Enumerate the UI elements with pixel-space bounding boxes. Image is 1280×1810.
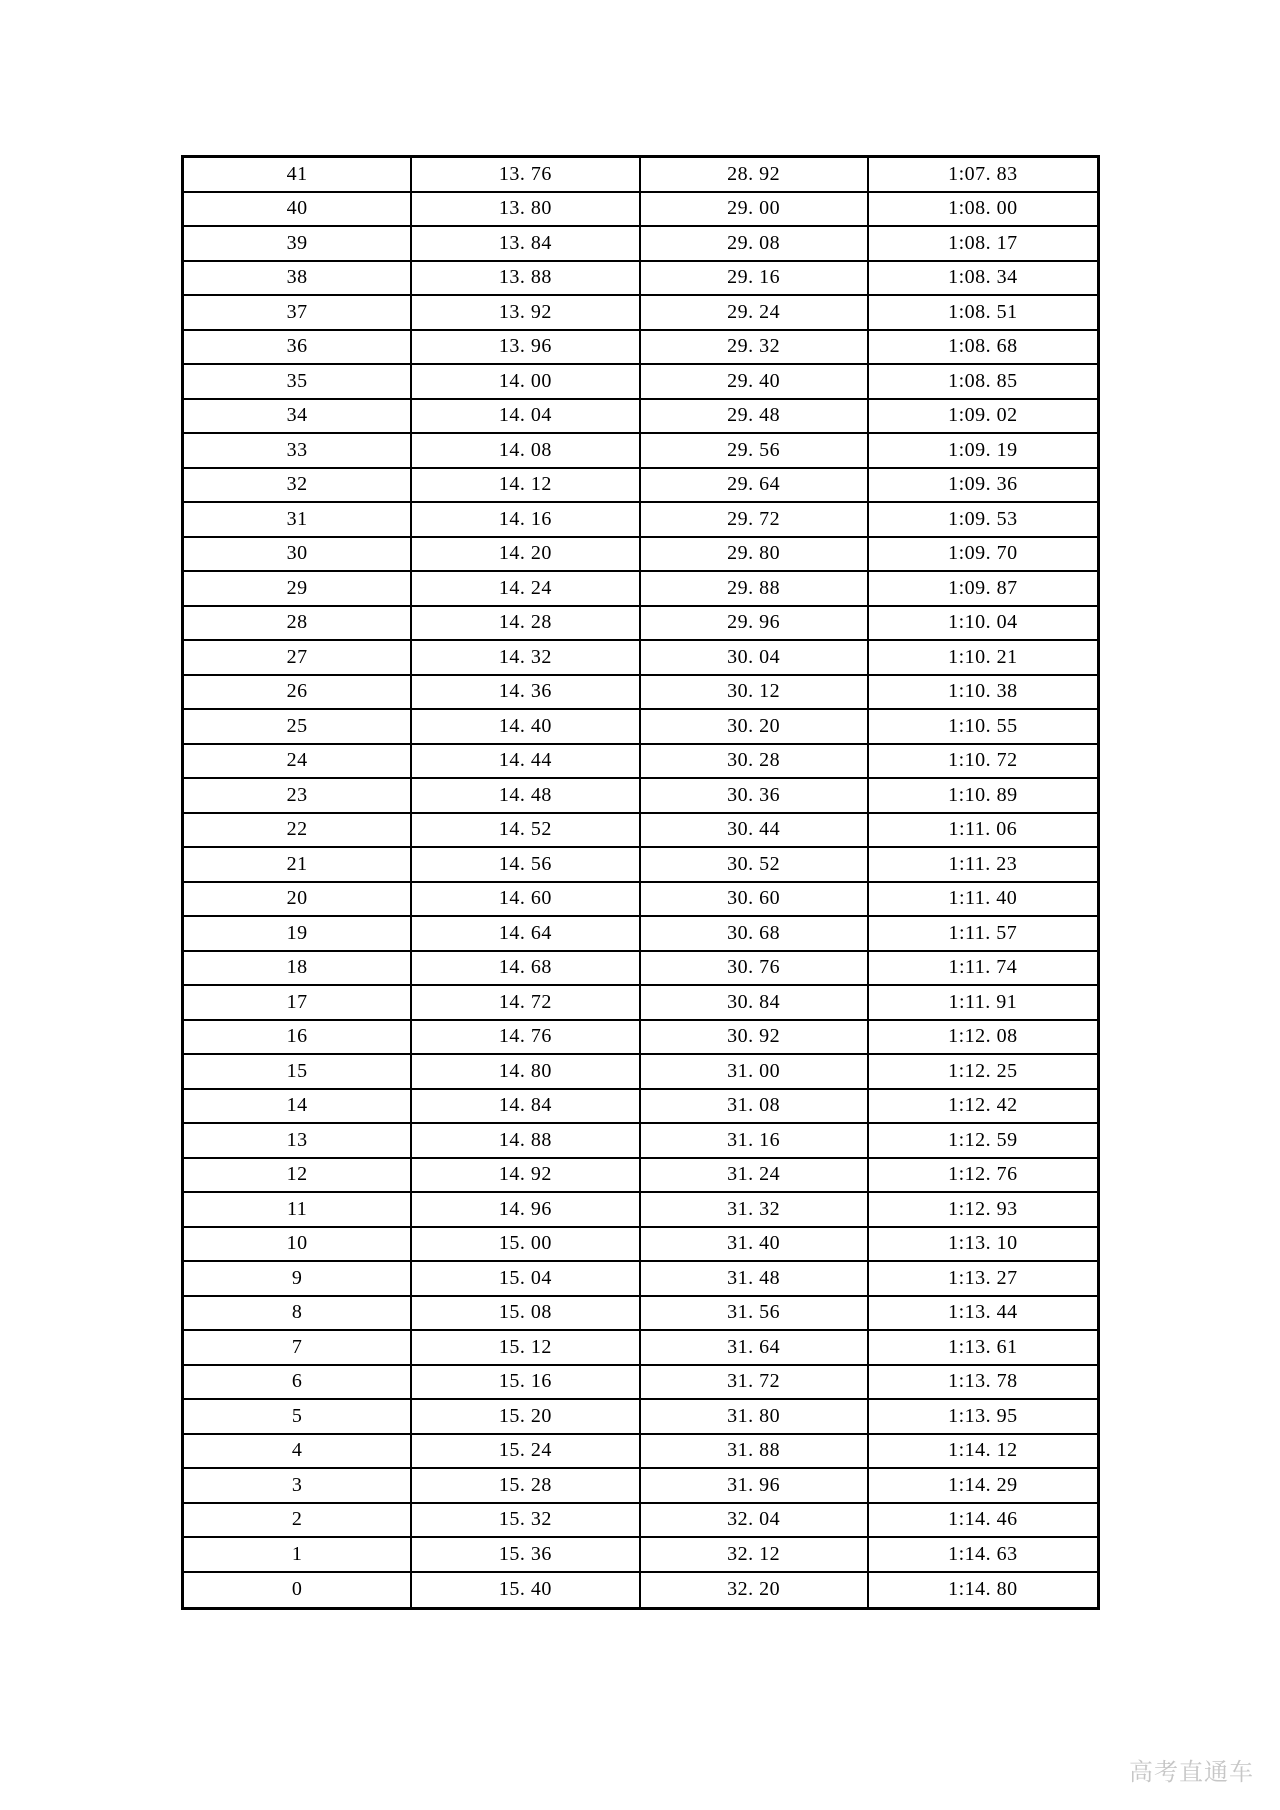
table-cell-col2: 14. 32 [412,641,640,674]
table-row [184,641,1097,676]
table-cell-col3: 31. 80 [641,1400,869,1433]
table-cell-score: 29 [184,572,412,605]
table-cell-col2: 13. 84 [412,227,640,260]
table-cell-score: 27 [184,641,412,674]
table-cell-score: 19 [184,917,412,950]
table-cell-col3: 32. 12 [641,1538,869,1571]
table-cell-score: 0 [184,1573,412,1608]
table-cell-col3: 30. 44 [641,814,869,847]
table-cell-time: 1:12. 42 [948,1094,1018,1117]
table-row [184,1400,1097,1435]
table-row [184,193,1097,228]
table-cell-col2: 14. 96 [412,1193,640,1226]
table-cell-col2: 14. 64 [412,917,640,950]
table-cell-time: 1:10. 21 [948,645,1018,668]
table-cell-time: 1:13. 61 [948,1335,1018,1358]
table-cell-time: 1:11. 06 [948,818,1018,841]
table-row [184,676,1097,711]
table-row [184,1573,1097,1608]
table-row [184,710,1097,745]
table-cell-col2: 14. 92 [412,1159,640,1192]
table-cell-col3: 28. 92 [641,158,869,191]
table-cell-time: 1:13. 95 [948,1404,1018,1427]
table-cell-score: 6 [184,1366,412,1399]
table-cell-score: 41 [184,158,412,191]
table-cell-score: 24 [184,745,412,778]
table-cell-col3: 30. 76 [641,952,869,985]
table-cell-time: 1:11. 57 [948,921,1018,944]
table-cell-col3: 32. 20 [641,1573,869,1608]
table-cell-col2: 14. 72 [412,986,640,1019]
table-cell-score: 9 [184,1262,412,1295]
table-cell-col2: 14. 44 [412,745,640,778]
table-cell-col3: 30. 04 [641,641,869,674]
table-cell-col3: 29. 80 [641,538,869,571]
table-cell-col3: 29. 16 [641,262,869,295]
table-cell-time: 1:08. 17 [948,231,1018,254]
table-cell-col2: 14. 20 [412,538,640,571]
table-cell-col3: 29. 88 [641,572,869,605]
table-row [184,1331,1097,1366]
table-cell-time: 1:13. 27 [948,1266,1018,1289]
table-row [184,1262,1097,1297]
table-cell-col3: 30. 28 [641,745,869,778]
table-cell-col3: 29. 24 [641,296,869,329]
table-cell-score: 13 [184,1124,412,1157]
table-cell-time: 1:12. 93 [948,1197,1018,1220]
table-row [184,158,1097,193]
table-cell-time: 1:09. 02 [948,404,1018,427]
table-row [184,572,1097,607]
table-cell-time: 1:14. 46 [948,1508,1018,1531]
table-row [184,1469,1097,1504]
table-cell-score: 25 [184,710,412,743]
table-cell-col2: 15. 08 [412,1297,640,1330]
table-cell-col2: 14. 12 [412,469,640,502]
table-cell-time: 1:10. 89 [948,783,1018,806]
table-row [184,262,1097,297]
table-cell-score: 21 [184,848,412,881]
table-cell-score: 36 [184,331,412,364]
table-cell-col3: 31. 00 [641,1055,869,1088]
table-cell-col2: 14. 24 [412,572,640,605]
table-cell-col2: 14. 48 [412,779,640,812]
table-cell-time: 1:11. 23 [948,852,1018,875]
table-cell-time: 1:13. 78 [948,1370,1018,1393]
table-cell-col2: 15. 12 [412,1331,640,1364]
table-cell-col3: 31. 48 [641,1262,869,1295]
table-cell-col3: 29. 72 [641,503,869,536]
table-cell-col2: 15. 32 [412,1504,640,1537]
table-cell-time: 1:09. 36 [948,473,1018,496]
table-cell-col3: 29. 96 [641,607,869,640]
table-cell-time: 1:11. 40 [948,887,1018,910]
table-cell-col2: 15. 04 [412,1262,640,1295]
table-row [184,1504,1097,1539]
table-cell-col3: 31. 64 [641,1331,869,1364]
table-row [184,1193,1097,1228]
table-cell-col2: 14. 28 [412,607,640,640]
table-cell-score: 40 [184,193,412,226]
table-row [184,883,1097,918]
table-cell-col2: 13. 88 [412,262,640,295]
table-cell-col3: 31. 40 [641,1228,869,1261]
table-cell-col3: 29. 56 [641,434,869,467]
table-cell-col2: 14. 56 [412,848,640,881]
table-cell-time: 1:09. 53 [948,507,1018,530]
table-cell-col2: 14. 80 [412,1055,640,1088]
table-row [184,296,1097,331]
table-cell-score: 3 [184,1469,412,1502]
table-cell-col2: 14. 76 [412,1021,640,1054]
table-cell-score: 11 [184,1193,412,1226]
table-cell-col3: 29. 00 [641,193,869,226]
table-cell-col2: 14. 04 [412,400,640,433]
table-cell-col3: 29. 32 [641,331,869,364]
table-row [184,917,1097,952]
table-cell-col3: 30. 20 [641,710,869,743]
table-cell-time: 1:11. 91 [948,990,1018,1013]
table-cell-time: 1:14. 63 [948,1542,1018,1565]
table-row [184,1021,1097,1056]
table-cell-col3: 31. 88 [641,1435,869,1468]
table-row [184,400,1097,435]
score-standards-table [181,155,1100,1610]
table-cell-score: 28 [184,607,412,640]
table-cell-score: 35 [184,365,412,398]
table-row [184,952,1097,987]
table-cell-score: 4 [184,1435,412,1468]
table-cell-col2: 15. 40 [412,1573,640,1608]
table-cell-col3: 31. 24 [641,1159,869,1192]
table-cell-score: 38 [184,262,412,295]
table-cell-col2: 13. 96 [412,331,640,364]
table-cell-time: 1:11. 74 [948,956,1018,979]
table-cell-col2: 15. 20 [412,1400,640,1433]
table-row [184,1366,1097,1401]
table-cell-score: 5 [184,1400,412,1433]
table-cell-time: 1:07. 83 [948,162,1018,185]
table-cell-col2: 14. 00 [412,365,640,398]
table-cell-col2: 15. 24 [412,1435,640,1468]
table-cell-col3: 31. 08 [641,1090,869,1123]
table-row [184,331,1097,366]
table-row [184,848,1097,883]
table-cell-time: 1:09. 87 [948,576,1018,599]
table-cell-col3: 29. 40 [641,365,869,398]
table-cell-score: 7 [184,1331,412,1364]
table-row [184,538,1097,573]
table-cell-score: 23 [184,779,412,812]
table-cell-score: 39 [184,227,412,260]
table-cell-col3: 30. 60 [641,883,869,916]
table-row [184,227,1097,262]
table-cell-time: 1:10. 04 [948,611,1018,634]
table-cell-score: 1 [184,1538,412,1571]
table-cell-col2: 14. 60 [412,883,640,916]
table-cell-time: 1:10. 55 [948,714,1018,737]
table-cell-time: 1:09. 70 [948,542,1018,565]
table-cell-col3: 31. 16 [641,1124,869,1157]
table-cell-col2: 14. 36 [412,676,640,709]
table-cell-score: 12 [184,1159,412,1192]
table-row [184,779,1097,814]
table-row [184,1159,1097,1194]
table-cell-time: 1:14. 29 [948,1473,1018,1496]
table-cell-col2: 13. 92 [412,296,640,329]
table-cell-col3: 31. 32 [641,1193,869,1226]
table-cell-col3: 30. 12 [641,676,869,709]
table-cell-col3: 30. 84 [641,986,869,1019]
table-row [184,1228,1097,1263]
table-row [184,434,1097,469]
table-cell-col2: 15. 28 [412,1469,640,1502]
table-cell-time: 1:10. 38 [948,680,1018,703]
table-cell-col3: 31. 56 [641,1297,869,1330]
table-cell-col2: 14. 88 [412,1124,640,1157]
table-cell-col2: 14. 68 [412,952,640,985]
table-cell-score: 8 [184,1297,412,1330]
table-cell-score: 22 [184,814,412,847]
table-cell-time: 1:08. 00 [948,197,1018,220]
table-cell-col2: 14. 52 [412,814,640,847]
table-cell-time: 1:13. 44 [948,1301,1018,1324]
table-cell-col2: 14. 40 [412,710,640,743]
table-row [184,1538,1097,1573]
table-cell-col3: 31. 72 [641,1366,869,1399]
table-cell-col3: 30. 68 [641,917,869,950]
table-row [184,469,1097,504]
table-cell-col3: 30. 36 [641,779,869,812]
table-cell-time: 1:14. 12 [948,1439,1018,1462]
table-cell-score: 31 [184,503,412,536]
table-cell-time: 1:12. 76 [948,1163,1018,1186]
table-cell-time: 1:08. 34 [948,266,1018,289]
table-row [184,814,1097,849]
table-row [184,1435,1097,1470]
table-cell-col2: 14. 16 [412,503,640,536]
table-cell-col2: 15. 36 [412,1538,640,1571]
table-row [184,503,1097,538]
table-cell-time: 1:08. 85 [948,369,1018,392]
table-row [184,1124,1097,1159]
table-cell-col3: 30. 92 [641,1021,869,1054]
table-cell-time: 1:09. 19 [948,438,1018,461]
table-cell-col2: 15. 00 [412,1228,640,1261]
table-cell-score: 30 [184,538,412,571]
table-cell-score: 33 [184,434,412,467]
table-cell-col3: 32. 04 [641,1504,869,1537]
table-cell-time: 1:10. 72 [948,749,1018,772]
table-cell-score: 17 [184,986,412,1019]
table-cell-col3: 29. 48 [641,400,869,433]
table-cell-score: 32 [184,469,412,502]
table-cell-col2: 15. 16 [412,1366,640,1399]
table-row [184,986,1097,1021]
table-cell-col3: 30. 52 [641,848,869,881]
table-cell-col2: 13. 76 [412,158,640,191]
watermark-text: 高考直通车 [1129,1758,1254,1786]
table-row [184,745,1097,780]
table-cell-time: 1:12. 25 [948,1059,1018,1082]
table-row [184,365,1097,400]
table-cell-col3: 31. 96 [641,1469,869,1502]
table-row [184,1297,1097,1332]
table-cell-col2: 13. 80 [412,193,640,226]
table-cell-col2: 14. 84 [412,1090,640,1123]
table-cell-col3: 29. 08 [641,227,869,260]
table-cell-score: 10 [184,1228,412,1261]
table-cell-time: 1:13. 10 [948,1232,1018,1255]
table-cell-time: 1:12. 59 [948,1128,1018,1151]
table-cell-score: 16 [184,1021,412,1054]
table-cell-score: 37 [184,296,412,329]
table-cell-time: 1:14. 80 [948,1578,1018,1601]
table-cell-col2: 14. 08 [412,434,640,467]
table-cell-score: 20 [184,883,412,916]
table-row [184,607,1097,642]
table-cell-score: 14 [184,1090,412,1123]
table-row [184,1090,1097,1125]
table-cell-time: 1:12. 08 [948,1025,1018,1048]
table-cell-score: 15 [184,1055,412,1088]
table-cell-time: 1:08. 51 [948,300,1018,323]
table-cell-time: 1:08. 68 [948,335,1018,358]
table-cell-score: 18 [184,952,412,985]
table-cell-score: 34 [184,400,412,433]
table-cell-score: 26 [184,676,412,709]
table-cell-col3: 29. 64 [641,469,869,502]
table-cell-score: 2 [184,1504,412,1537]
table-row [184,1055,1097,1090]
